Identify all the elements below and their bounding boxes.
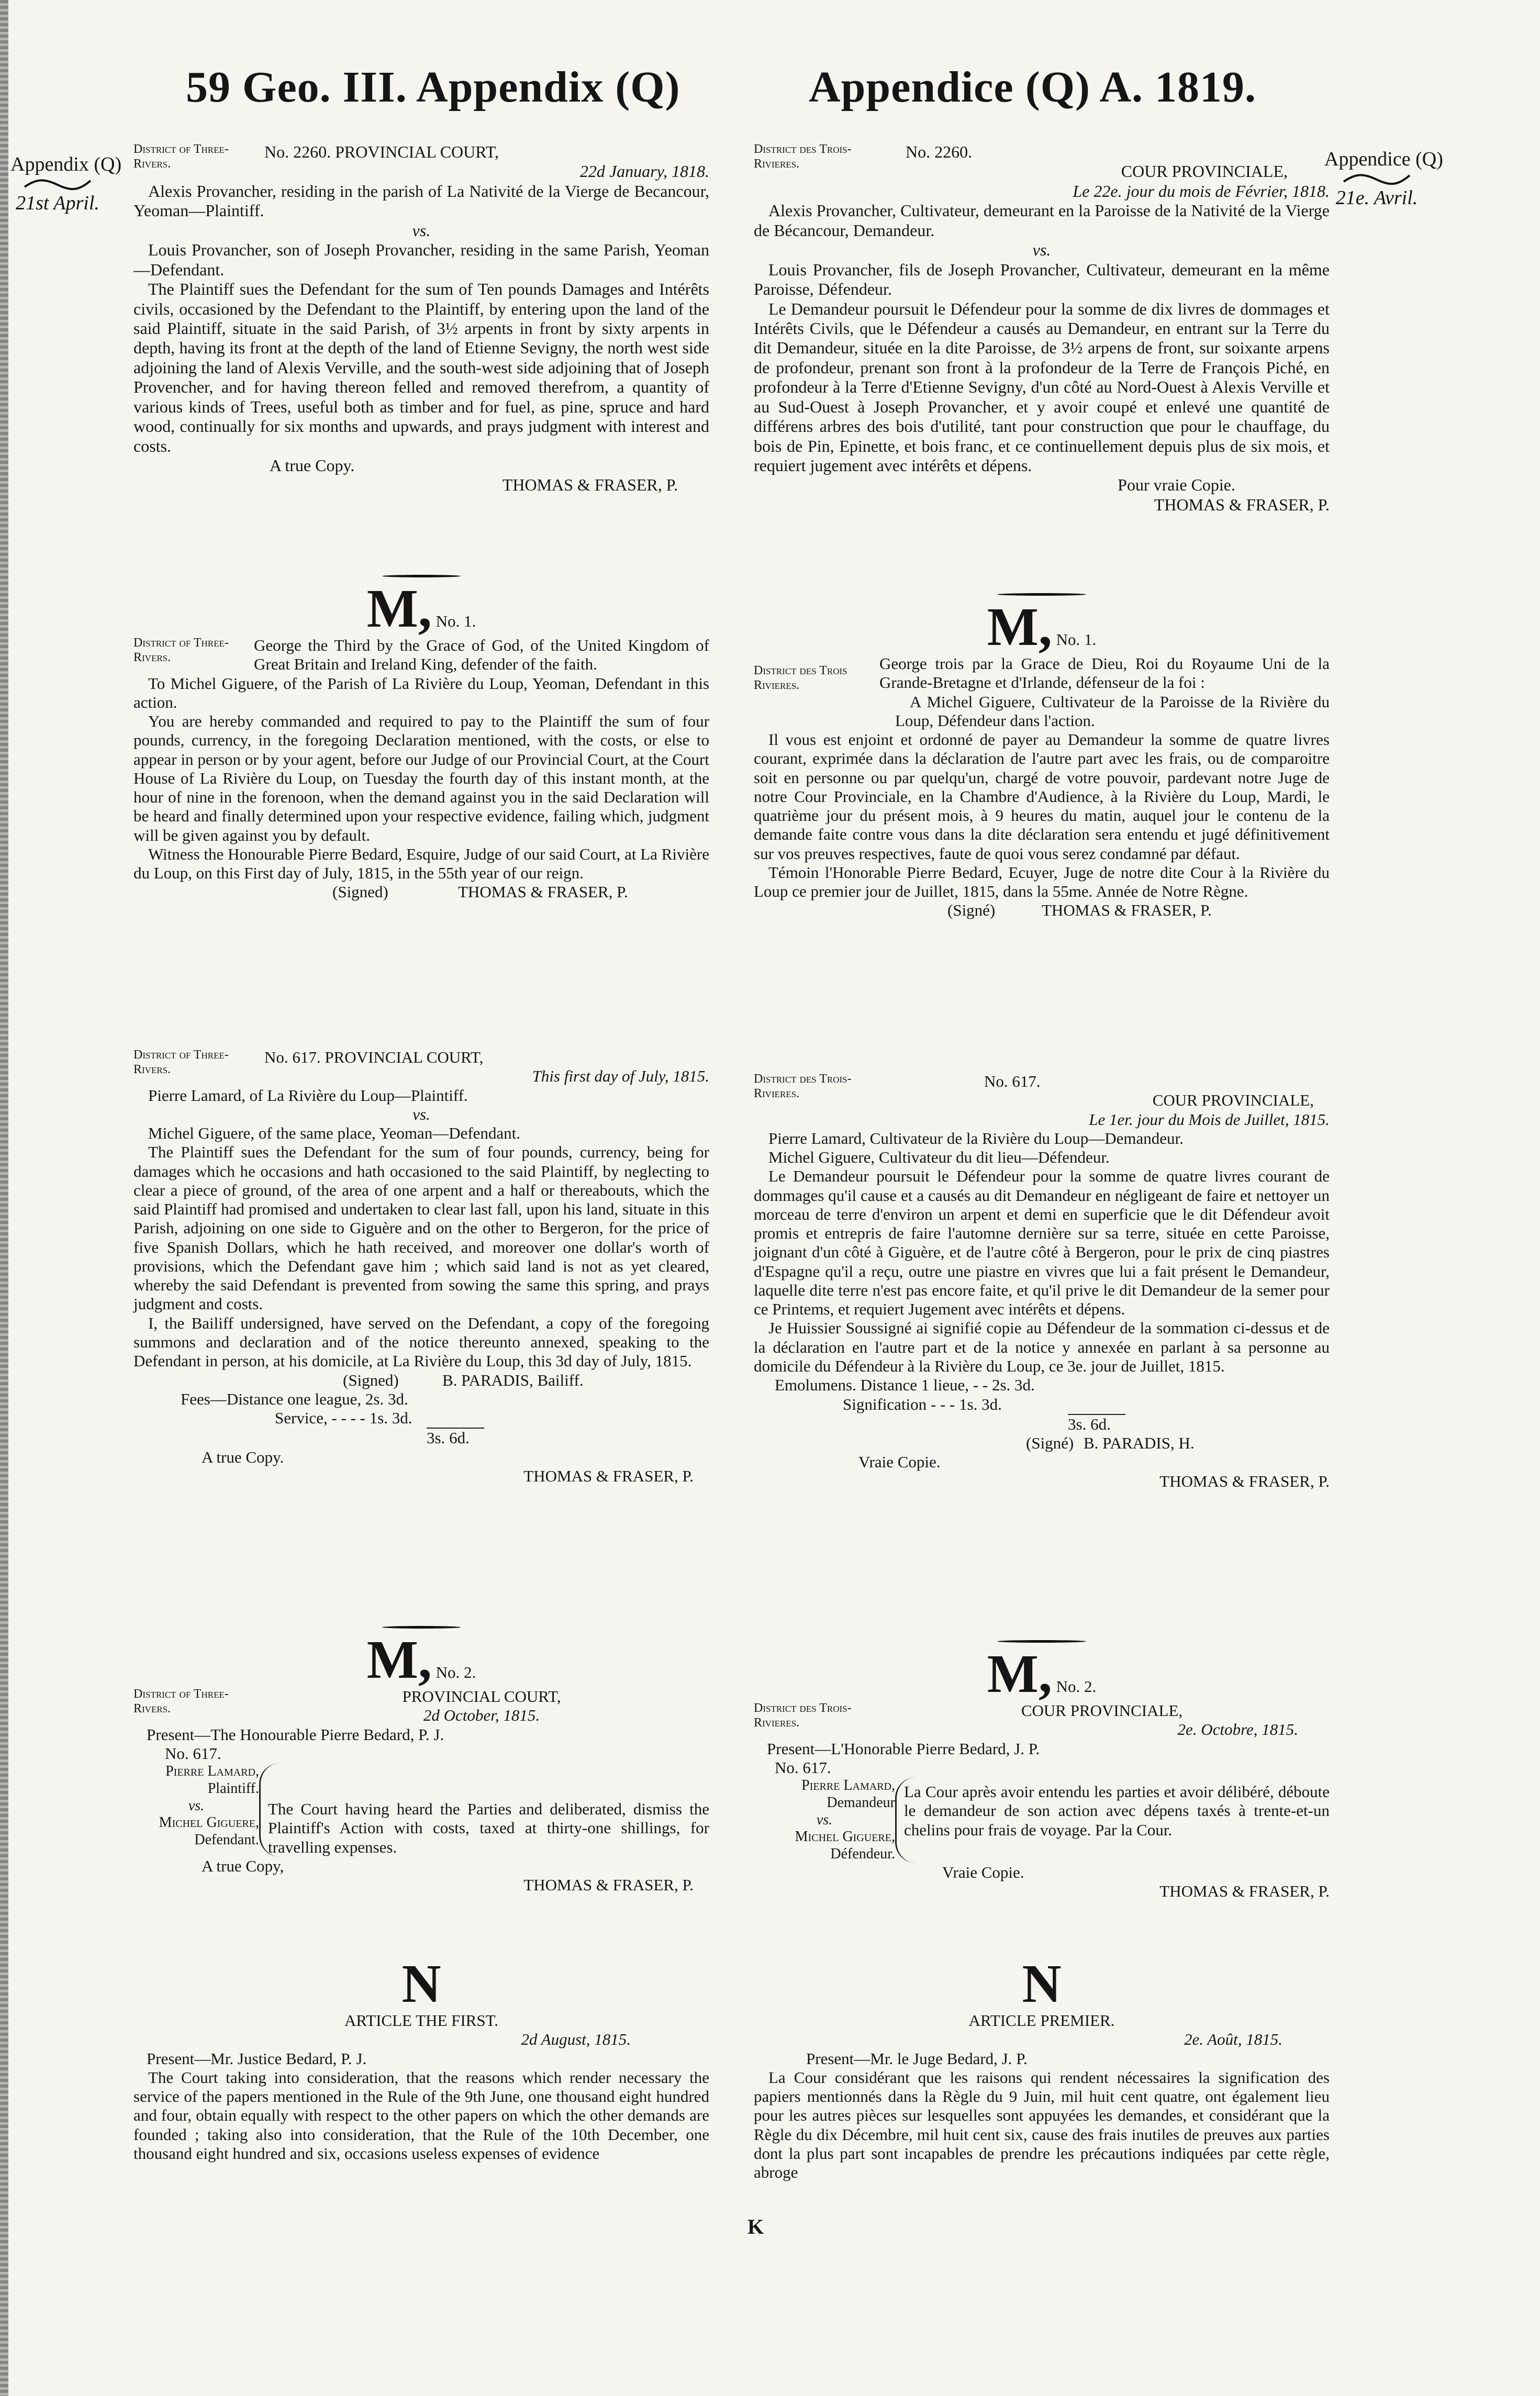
district-label: District des Trois-Rivieres. — [754, 1701, 852, 1730]
fee-total: 3s. 6d. — [1068, 1414, 1125, 1434]
signature: THOMAS & FRASER, P. — [1159, 1472, 1330, 1490]
judgment-table — [754, 1777, 1330, 1863]
case-date: This first day of July, 1815. — [532, 1067, 709, 1086]
present-line: Present—L'Honorable Pierre Bedard, J. P. — [767, 1739, 1040, 1758]
versus-label: vs. — [816, 1811, 833, 1828]
left-section-2 — [133, 571, 709, 902]
court-heading: PROVINCIAL COURT, — [402, 1687, 561, 1706]
defendant-role: Defendant. — [194, 1832, 259, 1848]
section-letter: M, — [366, 1630, 432, 1690]
declaration-body: The Plaintiff sues the Defendant for the sum of four pounds, currency, being for damages which he occasions and hath occasioned to the said Plaintiff, by neglecting to clear a piece of ground, of the area of one arpent and a half or thereabouts, which the said Plaintiff had promised and undertaken to clear last fall, upon his land, situate in this Parish, adjoining on one side to Giguère and on the other to Bergeron, for the price of five Spanish Dollars, which he hath received, and moreover one dollar's worth of provisions, which the Defendant gave him ; which said land is not as yet cleared, whereby the said Defendant is prevented from sowing the same this spring, and prays judgment and costs. — [133, 1143, 709, 1313]
fee-line-1: Fees—Distance one league, 2s. 3d. — [181, 1389, 408, 1408]
true-copy-label: Pour vraie Copie. — [1118, 475, 1235, 495]
plaintiff-line: Pierre Lamard, of La Rivière du Loup—Plaintiff. — [148, 1086, 468, 1105]
article-body: The Court taking into consideration, that the reasons which render necessary the service of the papers mentioned in the Rule of the 9th June, one thousand eight hundred and four, obtain equally with respect to the other papers on which the other demands are founded ; taking also into consideration, that the Rule of the 10th December, one thousand eight hundred and six, occasions useless expenses of evidence — [133, 2068, 709, 2163]
defendant-line: Michel Giguere, Cultivateur du dit lieu—Défendeur. — [768, 1148, 1110, 1167]
signature: THOMAS & FRASER, P. — [523, 1876, 694, 1894]
left-margin-date: 21st April. — [16, 192, 99, 214]
right-section-2 — [754, 589, 1330, 920]
fee-line-1: Emolumens. Distance 1 lieue, - - 2s. 3d. — [775, 1376, 1035, 1395]
right-section-3 — [754, 1072, 1330, 1491]
case-number: No. 617. — [775, 1758, 831, 1777]
parties-list — [754, 1777, 895, 1863]
present-line: Present—The Honourable Pierre Bedard, P. J. — [147, 1725, 444, 1744]
district-label: District des Trois-Rivieres. — [754, 142, 852, 171]
section-number: No. 1. — [1056, 630, 1097, 649]
signature: THOMAS & FRASER, P. — [523, 1466, 694, 1485]
case-number: No. 2260. — [906, 142, 973, 161]
defendant-name: Michel Giguere, — [159, 1814, 259, 1831]
case-heading: No. 617. PROVINCIAL COURT, — [264, 1048, 484, 1066]
signature: THOMAS & FRASER, P. — [1154, 495, 1330, 514]
plaintiff-line: Pierre Lamard, Cultivateur de la Rivière du Loup—Demandeur. — [768, 1129, 1184, 1147]
left-section-4 — [133, 1622, 709, 1894]
court-date: 2d October, 1815. — [423, 1706, 540, 1725]
plaintiff-line: Alexis Provancher, Cultivateur, demeurant en la Paroisse de la Nativité de la Vierge de Bécancour, Demandeur. — [754, 201, 1330, 240]
bailiff-return: I, the Bailiff undersigned, have served on the Defendant, a copy of the foregoing summons and declaration and of the notice thereunto annexed, speaking to the Defendant in person, at his domicile, at La Rivière du Loup, this 3d day of July, 1815. — [133, 1313, 709, 1370]
fee-line-2: Service, - - - - 1s. 3d. — [275, 1409, 412, 1428]
article-date: 2e. Août, 1815. — [1184, 2030, 1282, 2049]
article-heading: ARTICLE PREMIER. — [968, 2011, 1115, 2030]
plaintiff-name: Pierre Lamard, — [801, 1777, 895, 1794]
versus-label: vs. — [412, 220, 431, 240]
bailiff-signature: B. PARADIS, Bailiff. — [442, 1370, 584, 1389]
bailiff-signature: B. PARADIS, H. — [1084, 1434, 1195, 1453]
binding-edge — [0, 0, 8, 2396]
defendant-line: Louis Provancher, son of Joseph Provancher, residing in the same Parish, Yeoman—Defendant. — [133, 240, 709, 279]
court-heading: COUR PROVINCIALE, — [1021, 1701, 1183, 1720]
true-copy-label: A true Copy. — [270, 456, 355, 475]
fee-line-2: Signification - - - 1s. 3d. — [843, 1395, 1002, 1413]
district-label: District of Three-Rivers. — [133, 1048, 229, 1076]
defendant-line: Michel Giguere, of the same place, Yeoman—Defendant. — [148, 1124, 521, 1143]
present-line: Present—Mr. Justice Bedard, P. J. — [147, 2049, 367, 2068]
left-margin-label — [10, 153, 122, 214]
left-section-5 — [133, 1954, 709, 2163]
section-number: No. 2. — [436, 1663, 476, 1681]
squiggle-ornament-icon — [1343, 172, 1411, 186]
present-line: Present—Mr. le Juge Bedard, J. P. — [806, 2049, 1028, 2068]
section-letter: M, — [987, 597, 1052, 657]
versus-label: vs. — [1032, 240, 1051, 260]
signature: THOMAS & FRASER, P. — [502, 475, 678, 495]
section-rule — [382, 575, 461, 577]
case-heading: No. 2260. PROVINCIAL COURT, — [264, 142, 499, 161]
declaration-body: The Plaintiff sues the Defendant for the sum of Ten pounds Damages and Intérêts civils, occasioned by the Defendant to the Plaintiff, by entering upon the land of the said Plaintiff, situate in the said Parish, of 3½ arpents in front by sixty arpents in depth, having its front at the depth of the land of Etienne Sevigny, the north west side adjoining the land of Alexis Verville, and the south-west side adjoining that of Joseph Provencher, and for having thereon felled and removed therefrom, a quantity of various kinds of Trees, useful both as timber and for fuel, as pine, spruce and hard wood, continually for six months and upwards, and prays judgment with interest and costs. — [133, 280, 709, 455]
left-margin-appendix: Appendix (Q) — [10, 153, 122, 175]
left-section-3 — [133, 1048, 709, 1486]
section-letter: M, — [987, 1644, 1052, 1704]
right-header-title: Appendice (Q) A. 1819. — [809, 63, 1257, 112]
plaintiff-line: Alexis Provancher, residing in the parish of La Nativité de la Vierge de Becancour, Yeoman—Plaintiff. — [133, 181, 709, 220]
article-heading: ARTICLE THE FIRST. — [344, 2011, 499, 2030]
article-body: La Cour considérant que les raisons qui rendent nécessaires la signification des papiers mentionnés dans la Règle du 9 Juin, mil huit cent quatre, ont également lieu pour les autres pièces sur lesquelles sont appuyées les demandes, et considérant que la Règle du dix Décembre, mil huit cent six, cause des frais inutiles de preuves aux parties dont la plus part sont incapables de prendre les précautions indiquées par cette règle, abroge — [754, 2068, 1330, 2182]
right-margin-date: 21e. Avril. — [1335, 186, 1418, 209]
signature: THOMAS & FRASER, P. — [458, 883, 628, 901]
true-copy-label: A true Copy. — [202, 1447, 284, 1466]
defendant-name: Michel Giguere, — [795, 1829, 895, 1845]
left-header-title: 59 Geo. III. Appendix (Q) — [186, 63, 680, 112]
writ-opening: George trois par la Grace de Dieu, Roi du Royaume Uni de la Grande-Bretagne et d'Irlande, défenseur de la foi : — [879, 654, 1330, 692]
writ-opening: George the Third by the Grace of God, of the United Kingdom of Great Britain and Ireland King, defender of the faith. — [254, 636, 709, 674]
plaintiff-role: Plaintiff. — [207, 1780, 259, 1797]
bailiff-return: Je Huissier Soussigné ai signifié copie au Défendeur de la sommation ci-dessus et de la déclaration en l'autre part et de la notice y annexée en parlant à sa personne au domicile du Défendeur à la Rivière du Loup, ce 3e. jour de Juillet, 1815. — [754, 1319, 1330, 1375]
district-label: District of Three-Rivers. — [133, 636, 229, 664]
district-label: District of Three-Rivers. — [133, 1687, 229, 1715]
defendant-role: Défendeur. — [830, 1846, 895, 1863]
signed-label: (Signé) — [1026, 1434, 1074, 1453]
writ-witness: Témoin l'Honorable Pierre Bedard, Ecuyer, Juge de notre dite Cour à la Rivière du Loup ce premier jour de Juillet, 1815, dans la 55me. Année de Notre Règne. — [754, 863, 1330, 901]
true-copy-label: A true Copy, — [202, 1856, 284, 1875]
case-date: Le 22e. jour du mois de Février, 1818. — [1073, 181, 1330, 200]
case-number: No. 617. — [984, 1072, 1041, 1090]
fee-total: 3s. 6d. — [427, 1428, 484, 1447]
case-heading: COUR PROVINCIALE, — [1121, 162, 1288, 181]
judgment-table — [133, 1763, 709, 1857]
judgment-text: La Cour après avoir entendu les parties et avoir délibéré, déboute le demandeur de son action avec dépens taxés à trente-et-un chelins pour frais de voyage. Par la Cour. — [895, 1777, 1330, 1863]
signed-label: (Signed) — [343, 1370, 399, 1389]
case-number: No. 617. — [165, 1744, 221, 1763]
district-label: District des Trois-Rivieres. — [754, 1072, 852, 1100]
district-label: District des Trois Rivieres. — [754, 664, 847, 692]
versus-label: vs. — [412, 1105, 430, 1123]
writ-body: You are hereby commanded and required to pay to the Plaintiff the sum of four pounds, currency, in the foregoing Declaration mentioned, with the costs, or else to appear in person or by your agent, before our Judge of our Provincial Court, at the Court House of La Rivière du Loup, on Tuesday the fourth day of this instant month, at the hour of nine in the forenoon, when the demand against you in the said Declaration will be heard and finally determined upon your respective evidence, failing which, judgment will be given against you by default. — [133, 712, 709, 844]
signed-label: (Signé) — [947, 901, 996, 920]
writ-body: Il vous est enjoint et ordonné de payer au Demandeur la somme de quatre livres courant, exprimée dans la déclaration de l'autre part avec les frais, ou de comparoitre soit en personne ou par quelqu'un, chargé de votre pouvoir, pardevant notre Juge de notre Cour Provinciale, en la Chambre d'Audience, à la Rivière du Loup, Mardi, le quatrième jour du présent mois, à 9 heures du matin, auquel jour le contenu de la demande faite contre vous dans la dite déclaration sera entendu et jugé définitivement sur vos preuves respectives, faute de quoi vous serez condamné par défaut. — [754, 730, 1330, 863]
writ-address: To Michel Giguere, of the Parish of La Rivière du Loup, Yeoman, Defendant in this action. — [133, 674, 709, 711]
right-margin-label — [1324, 148, 1443, 209]
section-number: No. 2. — [1056, 1677, 1097, 1696]
right-section-4 — [754, 1636, 1330, 1901]
declaration-body: Le Demandeur poursuit le Défendeur pour la somme de dix livres de dommages et Intérêts Civils, que le Défendeur a causés au Demandeur, en entrant sur la Terre du dit Demandeur, située en la dite Paroisse, de 3½ arpens de front, sur soixante arpens de profondeur, prenant son front à la profondeur de la Terre de François Piché, en profondeur à la Terre d'Etienne Sevigny, d'un côté au Nord-Ouest à Alexis Verville et au Sud-Ouest à Joseph Provancher, et y avoir coupé et enlevé une quantité de différens arbres des bois d'utilité, tant pour construction que pour le chauffage, du bois de Pin, Epinette, et bois franc, et ce continuellement depuis plus de six mois, et requiert jugement avec intérêts et dépens. — [754, 299, 1330, 475]
plaintiff-role: Demandeur — [827, 1794, 895, 1811]
case-date: Le 1er. jour du Mois de Juillet, 1815. — [1089, 1110, 1330, 1129]
plaintiff-name: Pierre Lamard, — [165, 1763, 259, 1780]
signature: THOMAS & FRASER, P. — [1042, 901, 1212, 920]
defendant-line: Louis Provancher, fils de Joseph Provancher, Cultivateur, demeurant en la même Paroisse, Défendeur. — [754, 260, 1330, 299]
district-label: District of Three-Rivers. — [133, 142, 229, 171]
writ-witness: Witness the Honourable Pierre Bedard, Esquire, Judge of our said Court, at La Rivière du Loup, on this First day of July, 1815, in the 55th year of our reign. — [133, 844, 709, 883]
signed-label: (Signed) — [332, 883, 388, 901]
parties-list — [133, 1763, 259, 1857]
section-rule — [997, 593, 1086, 596]
section-letter: N — [401, 1954, 441, 2014]
section-rule — [382, 1626, 461, 1629]
declaration-body: Le Demandeur poursuit le Défendeur pour la somme de quatre livres courant de dommages qu'il cause et a causés au dit Demandeur en négligeant de faire et nettoyer un morceau de terre d'environ un arpent et demi en superficie que le dit Défendeur avoit promis et entrepris de faire l'automne dernière sur sa terre, située en cette Paroisse, joignant d'un côté à Giguère, et de l'autre côté à Bergeron, pour le prix de cinq piastres d'Espagne qu'il a reçu, outre une piastre en vivres que lui a fait présent le Demandeur, laquelle dite terre n'est pas encore faite, et qu'il prive le dit Demandeur de la semer pour ce Printems, et requiert Jugement avec intérêts et dépens. — [754, 1167, 1330, 1319]
case-date: 22d January, 1818. — [579, 162, 709, 181]
right-margin-appendix: Appendice (Q) — [1324, 148, 1443, 170]
section-rule — [997, 1640, 1086, 1643]
true-copy-label: Vraie Copie. — [858, 1453, 941, 1472]
signature-letter: K — [747, 2215, 764, 2238]
section-number: No. 1. — [436, 612, 476, 630]
right-section-5 — [754, 1954, 1330, 2182]
right-section-1 — [754, 142, 1330, 515]
case-heading: COUR PROVINCIALE, — [1152, 1091, 1314, 1110]
left-section-1 — [133, 142, 709, 495]
court-date: 2e. Octobre, 1815. — [1177, 1720, 1298, 1739]
section-letter: N — [1022, 1954, 1062, 2014]
true-copy-label: Vraie Copie. — [942, 1863, 1024, 1881]
section-letter: M, — [366, 578, 432, 639]
squiggle-ornament-icon — [24, 177, 92, 191]
writ-address: A Michel Giguere, Cultivateur de la Paroisse de la Rivière du Loup, Défendeur dans l'action. — [895, 692, 1330, 730]
article-date: 2d August, 1815. — [521, 2030, 631, 2049]
judgment-text: The Court having heard the Parties and deliberated, dismiss the Plaintiff's Action with costs, taxed at thirty-one shillings, for travelling expenses. — [259, 1763, 709, 1857]
signature: THOMAS & FRASER, P. — [1159, 1882, 1330, 1901]
versus-label: vs. — [188, 1797, 205, 1814]
